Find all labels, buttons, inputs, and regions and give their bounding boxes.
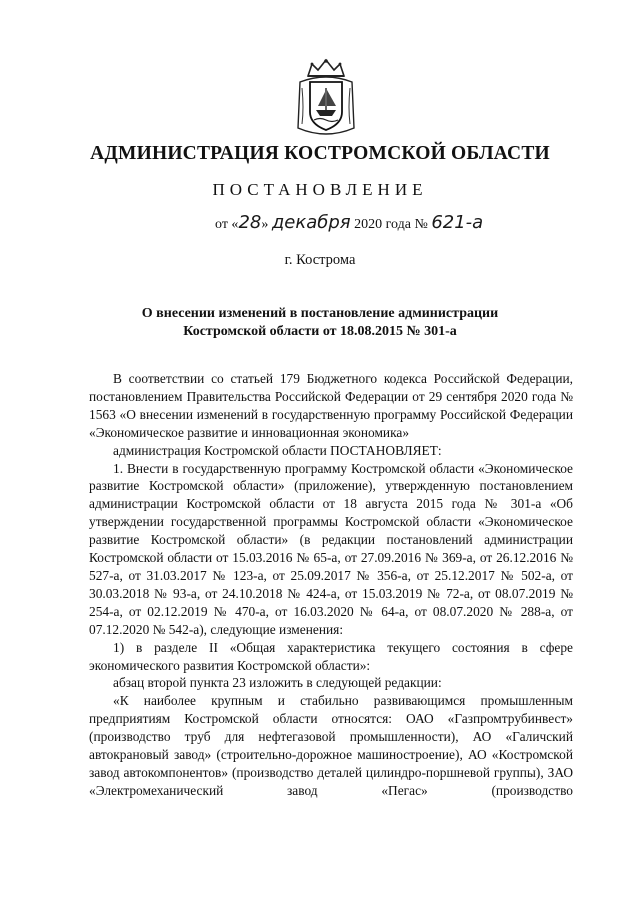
date-prefix: от « [215, 217, 239, 232]
date-day-handwritten: 28 [238, 212, 262, 233]
body-paragraph-subitem-1: 1) в разделе II «Общая характеристика текущего состояния в сфере экономического развития Костромской области»: [89, 639, 573, 673]
body-paragraph-preamble: В соответствии со статьей 179 Бюджетного кодекса Российской Федерации, постановлением Правительства Российской Федерации от 29 сентября 2020 года № 1563 «О внесении изменений в государственную программу Российской Федерации «Экономическое развитие и инновационная экономика» [89, 371, 573, 440]
subject-line-1: О внесении изменений в постановление администрации [141, 306, 499, 321]
date-mid: » [261, 217, 272, 232]
date-year: 2020 года № [350, 217, 432, 232]
document-number-handwritten: 621-а [431, 212, 484, 233]
document-body [89, 370, 573, 800]
kostroma-coat-of-arms-icon [294, 58, 358, 138]
document-type-title: ПОСТАНОВЛЕНИЕ [212, 180, 428, 199]
date-month-handwritten: декабря [271, 212, 351, 233]
organization-title: АДМИНИСТРАЦИЯ КОСТРОМСКОЙ ОБЛАСТИ [90, 143, 550, 164]
document-subject [0, 305, 640, 341]
body-paragraph-amendment-intro: абзац второй пункта 23 изложить в следующей редакции: [113, 675, 442, 691]
subject-line-2: Костромской области от 18.08.2015 № 301-а [183, 324, 457, 339]
body-paragraph-amendment-text: «К наиболее крупным и стабильно развивающимся промышленным предприятиям Костромской области относятся: ОАО «Газпромтрубинвест» (производство труб для нефтегазовой промышленности), АО «Галичский автокрановый завод» (строительно-дорожное машиностроение), АО «Костромской завод автокомпонентов» (производство деталей цилиндро-поршневой группы), ЗАО «Электромеханический завод «Пегас» (производство [89, 693, 573, 798]
date-line [215, 212, 483, 233]
city-line: г. Кострома [284, 252, 356, 268]
body-paragraph-item-1: 1. Внести в государственную программу Костромской области «Экономическое развитие Костромской области» (приложение), утвержденную постановлением администрации Костромской области от 18 августа 2015 года № 301-а «Об утверждении государственной программы Костромской области «Экономическое развитие Костромской области» (в редакции постановлений администрации Костромской области от 15.03.2016 № 65-а, от 27.09.2016 № 369-а, от 26.12.2016 № 527-а, от 31.03.2017 № 123-а, от 25.09.2017 № 356-а, от 25.12.2017 № 502-а, от 30.03.2018 № 93-а, от 24.10.2018 № 424-а, от 15.03.2019 № 72-а, от 08.07.2019 № 254-а, от 02.12.2019 № 470-а, от 16.03.2020 № 64-а, от 08.07.2020 № 288-а, от 07.12.2020 № 542-а), следующие изменения: [89, 460, 573, 637]
body-paragraph-resolves: администрация Костромской области ПОСТАНОВЛЯЕТ: [113, 442, 442, 458]
